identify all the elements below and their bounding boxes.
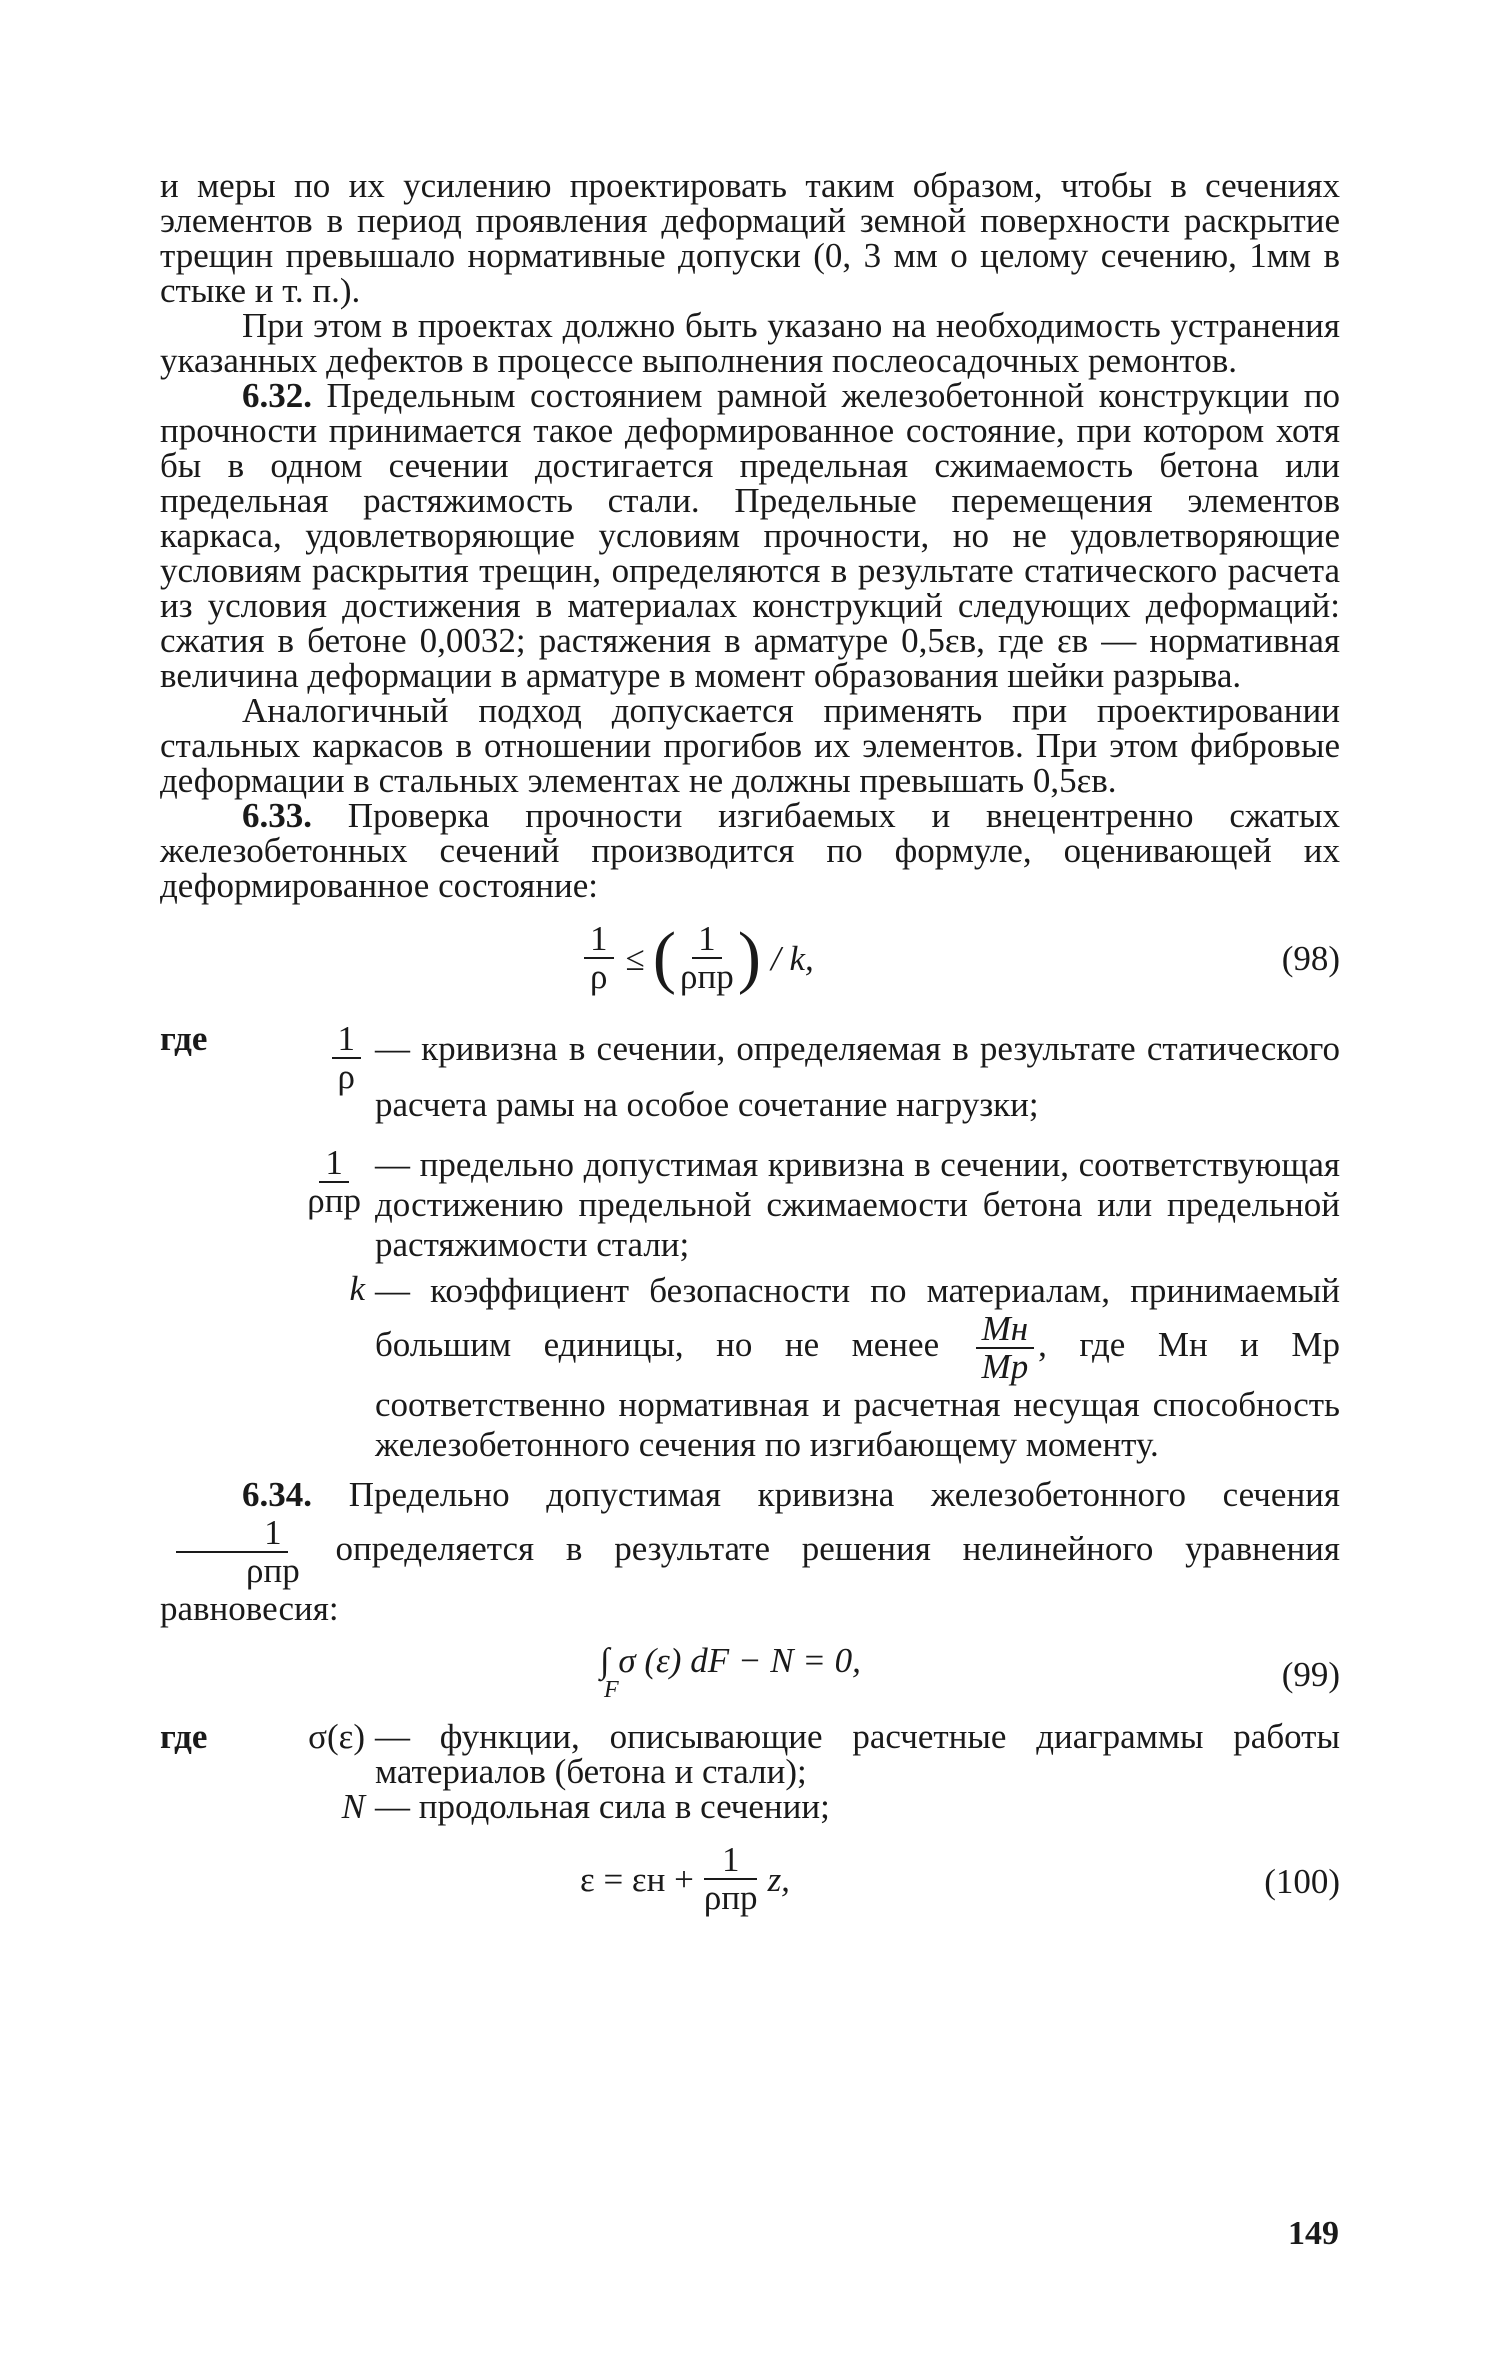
definition-row: N — продольная сила в сечении;: [341, 1787, 830, 1826]
definition-row: k — коэффициент безопасности по материалам, принимаемый большим единицы, но не менее $\frac{Mн}{Mр}$ , где Mн и Mр соответственно нормативная и расчетная несущая способность железобетонного сечения по изгибающему моменту.: [349, 1269, 1340, 1464]
equation-number-98: (98): [1281, 939, 1340, 978]
definition-row: $\frac{1}{\text{ρпр}}$ — предельно допустимая кривизна в сечении, соответствующая достижению предельной сжимаемости бетона или предельной растяжимости стали;: [307, 1143, 1340, 1264]
paragraph-6-33: Проверка прочности изгибаемых и внецентренно сжатых железобетонных сечений производится по формуле, оценивающей их деформированное состояние:: [160, 796, 1340, 905]
paragraph-2: При этом в проектах должно быть указано на необходимость устранения указанных дефектов в процессе выполнения послеосадочных ремонтов.: [160, 306, 1340, 380]
paragraph-6-32: Предельным состоянием рамной железобетонной конструкции по прочности принимается такое деформированное состояние, при котором хотя бы в одном сечении достигается предельная сжимаемость бетона или предельная растяжимость стали. Предельные перемещения элементов каркаса, удовлетворяющие условиям прочности, но не удовлетворяющие условиям раскрытия трещин, определяются в результате статического расчета из условия достижения в материалах конструкций следующих деформаций: сжатия в бетоне 0,0032; растяжения в арматуре 0,5εв, где εв — нормативная величина деформации в арматуре в момент образования шейки разрыва.: [160, 376, 1340, 695]
page-body: и меры по их усилению проектировать таким образом, чтобы в сечениях элементов в период проявления деформаций земной поверхности раскрытие трещин превышало нормативные допуски (0, 3 мм о целому сечению, 1мм в стыке и т. п.). При этом в проектах должно быть указано на необходимость устранения указанных дефектов в процессе выполнения послеосадочных ремонтов. 6.32. Предельным состоянием рамной железобетонной конструкции по прочности принимается такое деформированное состояние, при котором хотя бы в одном сечении достигается предельная сжимаемость бетона или предельная растяжимость стали. Предельные перемещения элементов каркаса, удовлетворяющие условиям прочности, но не удовлетворяющие условиям раскрытия трещин, определяются в результате статического расчета из условия достижения в материалах конструкций следующих деформаций: сжатия в бетоне 0,0032; растяжения в арматуре 0,5εв, где εв — нормативная величина деформации в арматуре в момент образования шейки разрыва. Аналогичный подход допускается применять при проектировании стальных каркасов в отношении прогибов их элементов. При этом фибровые деформации в стальных элементах не должны превышать 0,5εв. 6.33. Проверка прочности изгибаемых и внецентренно сжатых железобетонных сечений производится по формуле, оценивающей их деформированное состояние: $\frac{1}{\rho}$ ≤ ( $\frac{1}{\text{ρпр}}$ ) / k, (98) где $\frac{1}{\rho}$ — кривизна в сечении, определяемая в результате статического расчета рамы на особое сочетание нагрузки; $\frac{1}{\text{ρпр}}$ — предельно допустимая кривизна в сечении, соответствующая достижению предельной сжимаемости бетона или предельной растяжимости стали; k — коэффициент безопасности по материалам, принимаемый большим единицы, но не менее $\frac{Mн}{Mр}$ , где Mн и Mр соответственно нормативная и расчетная несущая способность железобетонного сечения по изгибающему моменту. 6.34. Предельно допустимая кривизна железобетонного сечения $\frac{1}{\text{ρпр}}$ определяется в результате решения нелинейного уравнения равновесия: ∫ σ (ε) dF − N = 0, F (99) где σ(ε) — функции, описывающие расчетные диаграммы работы материалов (бетона и стали); N — продольная сила в сечении; ε = εн + $\frac{1}{\text{ρпр}}$ z, (100): [160, 168, 1340, 1934]
equation-number-100: (100): [1264, 1862, 1340, 1901]
section-number-6-33: 6.33.: [242, 796, 312, 835]
equation-100: ε = εн + $\frac{1}{\text{ρпр}}$ z, (100): [580, 1840, 1340, 1917]
section-number-6-34: 6.34.: [242, 1475, 312, 1514]
paragraph-4: Аналогичный подход допускается применять при проектировании стальных каркасов в отношении прогибов их элементов. При этом фибровые деформации в стальных элементах не должны превышать 0,5εв.: [160, 691, 1340, 800]
definition-row: где $\frac{1}{\rho}$ — кривизна в сечении, определяемая в результате статического расчета рамы на особое сочетание нагрузки;: [160, 1019, 1340, 1124]
equation-99: ∫ σ (ε) dF − N = 0, F (99): [600, 1641, 1340, 1703]
definitions-99: [160, 1719, 1340, 1824]
section-number-6-32: 6.32.: [242, 376, 312, 415]
equation-98: $\frac{1}{\rho}$ ≤ ( $\frac{1}{\text{ρпр}}$ ) / k, (98): [160, 911, 1340, 1021]
definitions-98: [160, 1021, 1340, 1465]
definition-row: где σ(ε) — функции, описывающие расчетные диаграммы работы материалов (бетона и стали);: [160, 1717, 1340, 1791]
equation-number-99: (99): [1281, 1655, 1340, 1694]
paragraph-1: и меры по их усилению проектировать таким образом, чтобы в сечениях элементов в период проявления деформаций земной поверхности раскрытие трещин превышало нормативные допуски (0, 3 мм о целому сечению, 1мм в стыке и т. п.).: [160, 166, 1340, 310]
page-number: 149: [1288, 2215, 1339, 2252]
